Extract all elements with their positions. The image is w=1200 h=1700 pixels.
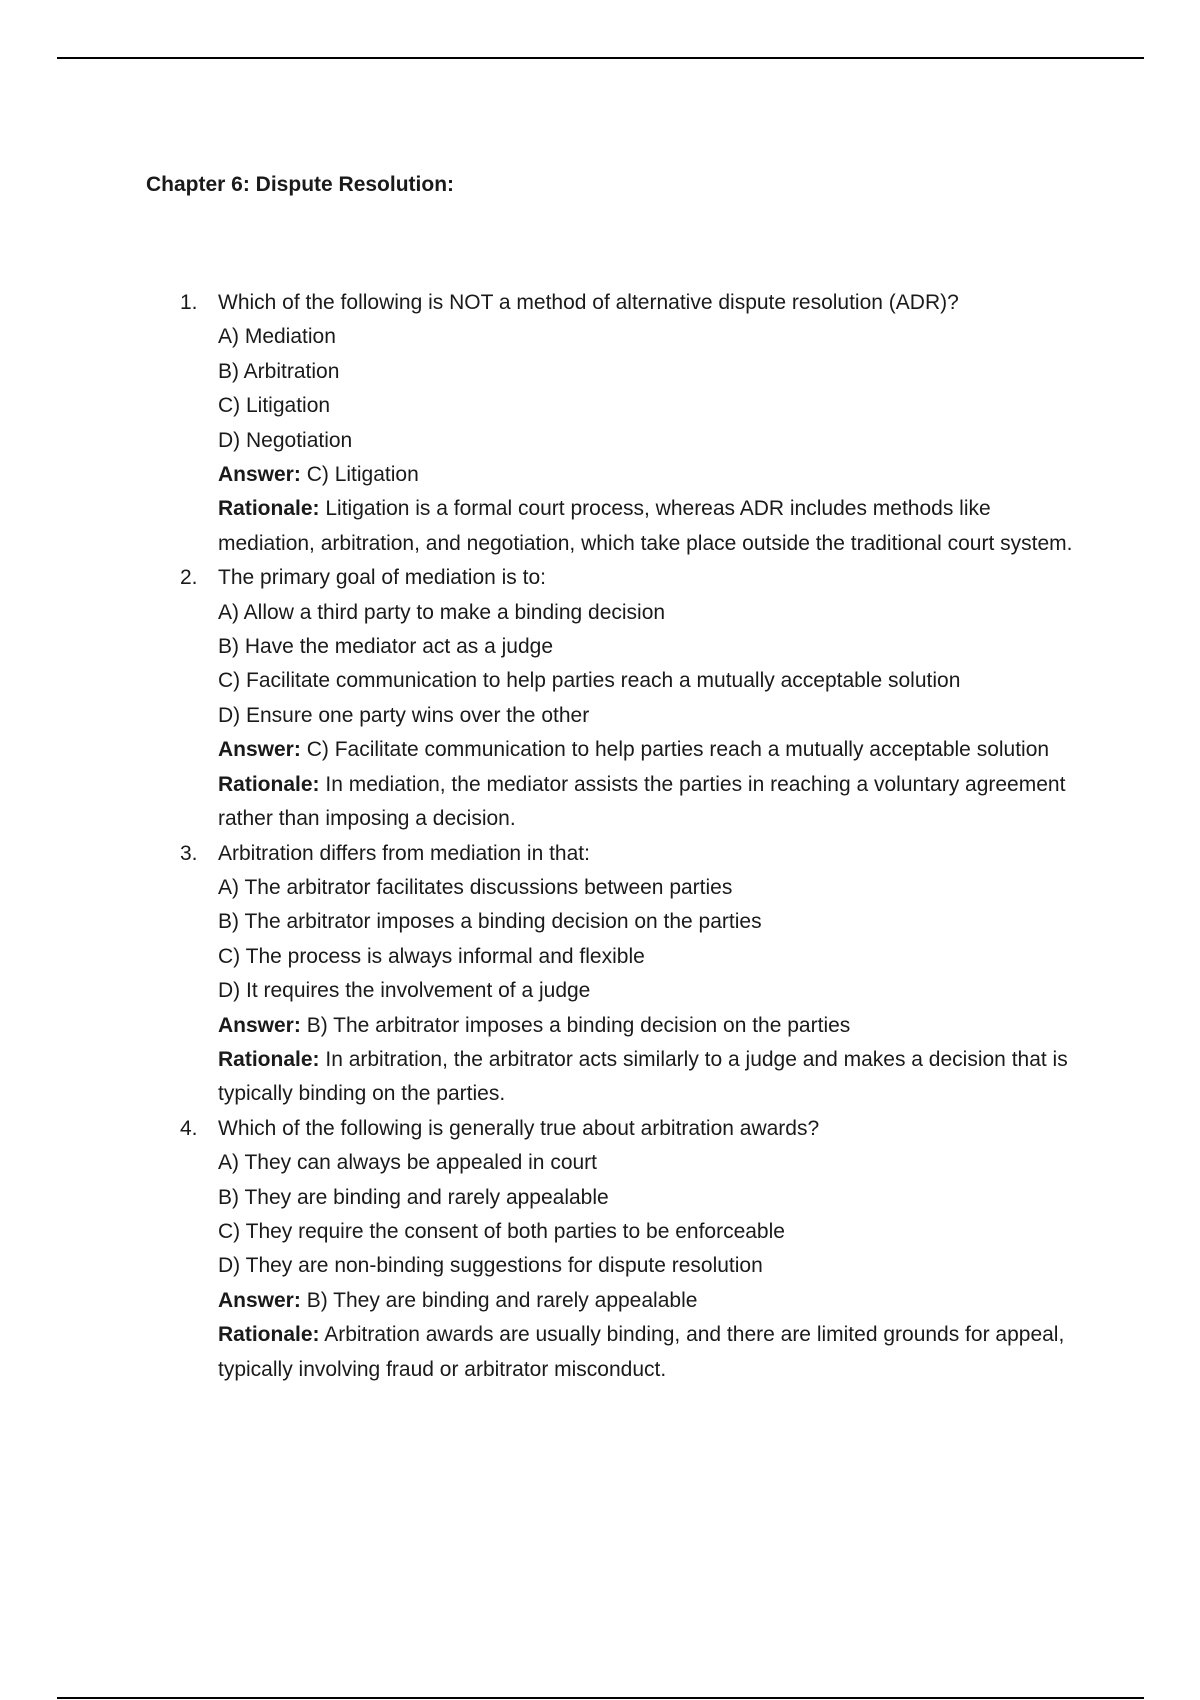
question-list	[180, 286, 1085, 1387]
option-c: C) They require the consent of both parties to be enforceable	[218, 1219, 785, 1243]
question-1	[180, 286, 1085, 561]
answer-line	[218, 733, 1085, 767]
rationale-label: Rationale:	[218, 1323, 320, 1347]
chapter-title	[146, 170, 454, 200]
question-stem: Which of the following is NOT a method of alternative dispute resolution (ADR)?	[218, 291, 959, 314]
rationale-text: In arbitration, the arbitrator acts similarly to a judge and makes a decision that is typically binding on the parties.	[218, 1047, 1068, 1106]
top-rule	[57, 57, 1144, 59]
answer-line	[218, 1009, 1085, 1043]
answer-text: C) Facilitate communication to help parties reach a mutually acceptable solution	[306, 738, 1050, 762]
question-stem: The primary goal of mediation is to:	[218, 566, 546, 590]
option-b: B) Have the mediator act as a judge	[218, 635, 554, 659]
question-stem: Which of the following is generally true about arbitration awards?	[218, 1116, 820, 1140]
question-number: 2.	[180, 566, 198, 590]
option-c: C) Litigation	[218, 394, 331, 418]
question-2	[180, 561, 1085, 836]
rationale-label: Rationale:	[218, 1047, 320, 1071]
option-a: A) The arbitrator facilitates discussions between parties	[218, 875, 733, 899]
answer-label: Answer:	[218, 1288, 301, 1312]
rationale-line	[218, 492, 1085, 561]
question-3	[180, 837, 1085, 1112]
option-a: A) Allow a third party to make a binding decision	[218, 600, 666, 624]
rationale-text: Litigation is a formal court process, whereas ADR includes methods like mediation, arbitration, and negotiation, which take place outside the traditional court system.	[218, 497, 1073, 555]
rationale-line	[218, 768, 1085, 837]
option-b: B) They are binding and rarely appealable	[218, 1185, 609, 1209]
option-d: D) Negotiation	[218, 428, 353, 452]
option-d: D) They are non-binding suggestions for dispute resolution	[218, 1254, 763, 1278]
option-c: C) The process is always informal and flexible	[218, 944, 645, 968]
chapter-title-text: Chapter 6: Dispute Resolution	[146, 173, 448, 196]
answer-line	[218, 458, 1085, 492]
rationale-text: In mediation, the mediator assists the parties in reaching a voluntary agreement rather than imposing a decision.	[218, 772, 1066, 831]
rationale-line	[218, 1318, 1085, 1387]
answer-line	[218, 1284, 1085, 1318]
rationale-label: Rationale:	[218, 497, 320, 521]
question-number: 3.	[180, 841, 198, 865]
option-d: D) It requires the involvement of a judge	[218, 979, 591, 1003]
answer-text: B) The arbitrator imposes a binding decision on the parties	[306, 1013, 851, 1037]
answer-text: C) Litigation	[306, 463, 419, 487]
option-b: B) Arbitration	[218, 359, 340, 383]
rationale-text: Arbitration awards are usually binding, and there are limited grounds for appeal, typically involving fraud or arbitrator misconduct.	[218, 1323, 1065, 1381]
answer-label: Answer:	[218, 463, 301, 487]
answer-label: Answer:	[218, 1013, 301, 1037]
answer-text: B) They are binding and rarely appealable	[306, 1288, 698, 1312]
rationale-line	[218, 1043, 1085, 1112]
option-a: A) They can always be appealed in court	[218, 1151, 598, 1175]
chapter-title-suffix: :	[447, 173, 455, 196]
question-stem: Arbitration differs from mediation in that:	[218, 841, 590, 865]
option-a: A) Mediation	[218, 325, 336, 349]
option-b: B) The arbitrator imposes a binding decision on the parties	[218, 910, 762, 934]
question-number: 1.	[180, 291, 198, 314]
bottom-rule	[57, 1697, 1144, 1699]
option-d: D) Ensure one party wins over the other	[218, 703, 590, 727]
question-4	[180, 1112, 1085, 1387]
question-number: 4.	[180, 1116, 198, 1140]
option-c: C) Facilitate communication to help parties reach a mutually acceptable solution	[218, 669, 961, 693]
answer-label: Answer:	[218, 738, 301, 762]
rationale-label: Rationale:	[218, 772, 320, 796]
